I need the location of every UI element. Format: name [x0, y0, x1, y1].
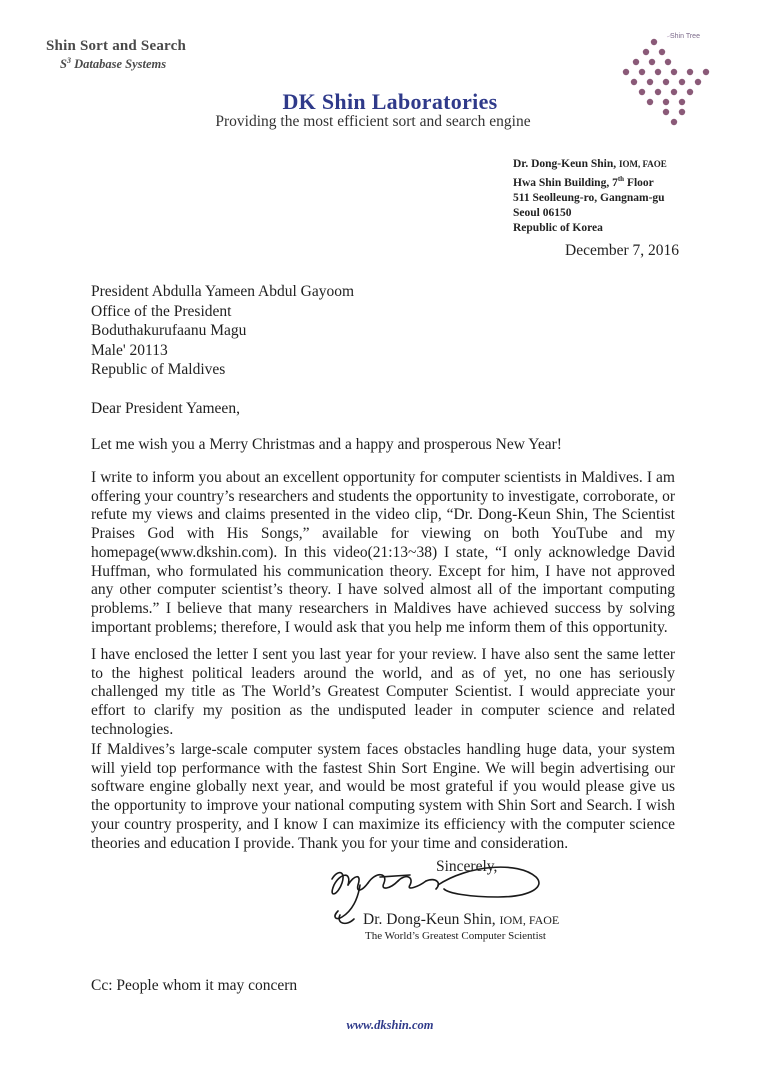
tree-dots [623, 39, 709, 125]
logo-dot-12 [631, 79, 637, 85]
logo-dot-1 [643, 49, 649, 55]
brand-sub-superscript: 3 [66, 56, 71, 65]
recipient-line-3: Boduthakurufaanu Magu [91, 322, 247, 340]
logo-dot-5 [665, 59, 671, 65]
logo-dot-13 [647, 79, 653, 85]
logo-dot-2 [659, 49, 665, 55]
logo-dot-19 [671, 89, 677, 95]
logo-dot-17 [639, 89, 645, 95]
sender-building-sup: th [617, 175, 625, 183]
letter-date: December 7, 2016 [565, 242, 680, 259]
lab-title: DK Shin Laboratories [282, 89, 498, 114]
logo-dot-22 [663, 99, 669, 105]
sender-name-line [513, 157, 667, 172]
logo-dot-10 [687, 69, 693, 75]
recipient-line-4: Male' 20113 [91, 341, 168, 359]
recipient-line-2: Office of the President [91, 302, 232, 320]
recipient-line-1: President Abdulla Yameen Abdul Gayoom [91, 283, 355, 300]
recipient-line-5: Republic of Maldives [91, 361, 226, 379]
brand-sub-text: Database Systems [70, 57, 167, 72]
logo-dot-16 [695, 79, 701, 85]
lab-tagline: Providing the most efficient sort and search engine [215, 113, 531, 130]
signer-name: Dr. Dong-Keun Shin, [363, 911, 496, 928]
paragraph-greeting: Let me wish you a Merry Christmas and a happy and prosperous New Year! [91, 436, 562, 453]
salutation: Dear President Yameen, [91, 400, 240, 417]
logo-dot-20 [687, 89, 693, 95]
paragraph-enclosure: I have enclosed the letter I sent you last year for your review. I have also sent the same letter to the highest political leaders around the world, and as of yet, no one has seriously challenged my title as The World’s Greatest Computer Scientist. I would appreciate your effort to clarify my position as the undisputed leader in computer science and related technologies. [91, 646, 675, 738]
website-footer: www.dkshin.com [346, 1018, 434, 1032]
logo-dot-26 [671, 119, 677, 125]
letterhead-brand [46, 38, 186, 72]
logo-dot-0 [651, 39, 657, 45]
logo-dot-7 [639, 69, 645, 75]
brand-subtitle [60, 56, 186, 72]
recipient-address-block [91, 282, 354, 380]
logo-dot-18 [655, 89, 661, 95]
sender-building-line [513, 172, 667, 191]
signer-title: The World’s Greatest Computer Scientist [365, 930, 546, 942]
sender-building-suffix: Floor [624, 176, 654, 189]
logo-dot-9 [671, 69, 677, 75]
signer-credentials: IOM, FAOE [499, 913, 560, 927]
sender-street: 511 Seolleung-ro, Gangnam-gu [513, 191, 665, 204]
signer-block [363, 911, 559, 929]
logo-dot-24 [663, 109, 669, 115]
paragraph-opportunity: I write to inform you about an excellent opportunity for computer scientists in Maldives. I am offering your country’s researchers and students the opportunity to investigate, corroborate, or refute my views and claims presented in the video clip, “Dr. Dong-Keun Shin, The Scientist Praises God with His Songs,” available for viewing on both YouTube and my homepage(www.dkshin.com). In this video(21:13~38) I state, “I only acknowledge David Huffman, who formulated his communication theory. Except for him, I have not approved any other computer scientist’s theory. I have solved almost all of the important computing problems.” I believe that many researchers in Maldives have achieved success by solving important problems; therefore, I would ask that you help me inform them of this opportunity. [91, 469, 675, 636]
closing: Sincerely, [436, 858, 498, 875]
sender-name: Dr. Dong-Keun Shin, [513, 158, 617, 170]
sender-building-prefix: Hwa Shin Building, 7 [513, 176, 618, 189]
logo-dot-23 [679, 99, 685, 105]
brand-sub-prefix: S [60, 57, 67, 72]
sender-country: Republic of Korea [513, 221, 603, 234]
logo-dot-25 [679, 109, 685, 115]
logo-label: Shin Tree [670, 33, 700, 40]
logo-dot-15 [679, 79, 685, 85]
logo-dot-8 [655, 69, 661, 75]
sender-address-block [513, 157, 667, 236]
sender-city: Seoul 06150 [513, 206, 572, 219]
logo-dot-4 [649, 59, 655, 65]
cc-line: Cc: People whom it may concern [91, 977, 298, 994]
logo-dot-14 [663, 79, 669, 85]
logo-dot-11 [703, 69, 709, 75]
logo-dot-21 [647, 99, 653, 105]
logo-dot-3 [633, 59, 639, 65]
brand-name: Shin Sort and Search [46, 38, 187, 54]
paragraph-offer: If Maldives’s large-scale computer system faces obstacles handling huge data, your system will yield top performance with the fastest Shin Sort Engine. We will begin advertising our software engine globally next year, and would be most grateful if you would please give us the opportunity to improve your national computing system with Shin Sort and Search. I wish your country prosperity, and I know I can maximize its efficiency with the computer science theories and education I provide. Thank you for your time and consideration. [91, 741, 675, 852]
sender-credentials: IOM, FAOE [618, 159, 667, 169]
shin-tree-logo-icon [612, 30, 727, 130]
logo-dot-6 [623, 69, 629, 75]
